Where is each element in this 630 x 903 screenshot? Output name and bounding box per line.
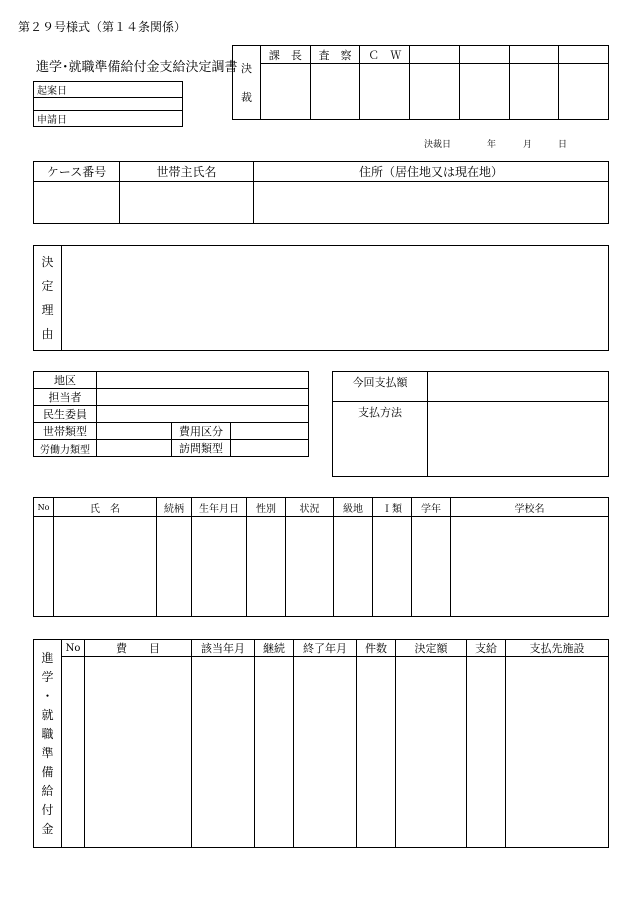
document-title: 進学･就職準備給付金支給決定調書 xyxy=(36,60,238,75)
approval-header-cw: Ｃ Ｗ xyxy=(360,46,410,64)
approval-header-blank xyxy=(509,46,559,64)
grant-header-count: 件数 xyxy=(357,640,396,657)
grant-cell[interactable] xyxy=(62,657,85,848)
approval-label: 決 裁 xyxy=(233,46,261,120)
approval-header-inspector: 査 察 xyxy=(310,46,360,64)
case-number-header: ケース番号 xyxy=(34,162,120,182)
grant-cell[interactable] xyxy=(506,657,609,848)
cost-class-label: 費用区分 xyxy=(172,423,231,440)
grant-header-continuation: 継続 xyxy=(255,640,294,657)
reason-field[interactable] xyxy=(62,246,609,351)
household-head-header: 世帯主氏名 xyxy=(120,162,254,182)
grant-table xyxy=(33,639,609,848)
members-cell[interactable] xyxy=(54,517,157,617)
members-cell[interactable] xyxy=(286,517,334,617)
members-header-sex: 性別 xyxy=(247,498,286,517)
grant-header-applicable-month: 該当年月 xyxy=(192,640,255,657)
members-cell[interactable] xyxy=(34,517,54,617)
district-label: 地区 xyxy=(34,372,97,389)
grant-header-payment: 支給 xyxy=(467,640,506,657)
draft-date-label: 起案日 xyxy=(34,82,183,98)
stamp-cell[interactable] xyxy=(261,64,311,120)
visit-type-label: 訪問類型 xyxy=(172,440,231,457)
members-header-birthdate: 生年月日 xyxy=(192,498,247,517)
approval-header-blank xyxy=(559,46,609,64)
members-header-class1: Ｉ類 xyxy=(373,498,412,517)
payment-method-label: 支払方法 xyxy=(333,402,428,477)
staff-field[interactable] xyxy=(97,389,309,406)
members-cell[interactable] xyxy=(157,517,192,617)
decision-date-month: 月 xyxy=(523,140,533,150)
members-table xyxy=(33,497,609,617)
members-header-school-name: 学校名 xyxy=(451,498,609,517)
info-table xyxy=(33,371,309,457)
decision-date-year: 年 xyxy=(487,140,497,150)
stamp-cell[interactable] xyxy=(509,64,559,120)
household-type-field[interactable] xyxy=(97,423,172,440)
labor-type-label: 労働力類型 xyxy=(34,440,97,457)
payment-amount-field[interactable] xyxy=(428,372,609,402)
grant-cell[interactable] xyxy=(192,657,255,848)
stamp-cell[interactable] xyxy=(360,64,410,120)
grant-header-expense: 費 目 xyxy=(85,640,192,657)
apply-date-label: 申請日 xyxy=(34,111,183,127)
members-header-school-year: 学年 xyxy=(412,498,451,517)
grant-header-end-month: 終了年月 xyxy=(294,640,357,657)
grant-cell[interactable] xyxy=(255,657,294,848)
grant-cell[interactable] xyxy=(396,657,467,848)
reason-label: 決 定 理 由 xyxy=(34,246,62,351)
decision-date-day: 日 xyxy=(558,140,568,150)
district-field[interactable] xyxy=(97,372,309,389)
members-cell[interactable] xyxy=(192,517,247,617)
members-cell[interactable] xyxy=(334,517,373,617)
dates-table xyxy=(33,81,183,127)
household-type-label: 世帯類型 xyxy=(34,423,97,440)
members-header-name: 氏 名 xyxy=(54,498,157,517)
visit-type-field[interactable] xyxy=(231,440,309,457)
members-cell[interactable] xyxy=(373,517,412,617)
household-head-field[interactable] xyxy=(120,182,254,224)
grant-label: 進 学 ・ 就 職 準 備 給 付 金 xyxy=(34,640,62,848)
labor-type-field[interactable] xyxy=(97,440,172,457)
members-header-relation: 続柄 xyxy=(157,498,192,517)
grant-cell[interactable] xyxy=(294,657,357,848)
payment-method-field[interactable] xyxy=(428,402,609,477)
staff-label: 担当者 xyxy=(34,389,97,406)
grant-cell[interactable] xyxy=(467,657,506,848)
payment-table xyxy=(332,371,609,477)
stamp-cell[interactable] xyxy=(559,64,609,120)
approval-header-blank xyxy=(459,46,509,64)
form-number: 第２９号様式（第１４条関係） xyxy=(18,20,187,34)
address-header: 住所（居住地又は現在地） xyxy=(254,162,609,182)
stamp-cell[interactable] xyxy=(410,64,460,120)
grant-header-amount: 決定額 xyxy=(396,640,467,657)
members-header-no: No xyxy=(34,498,54,517)
decision-date-label: 決裁日 xyxy=(424,140,452,150)
cost-class-field[interactable] xyxy=(231,423,309,440)
grant-cell[interactable] xyxy=(357,657,396,848)
case-number-field[interactable] xyxy=(34,182,120,224)
members-cell[interactable] xyxy=(412,517,451,617)
welfare-commissioner-field[interactable] xyxy=(97,406,309,423)
reason-table xyxy=(33,245,609,351)
members-cell[interactable] xyxy=(247,517,286,617)
grant-cell[interactable] xyxy=(85,657,192,848)
approval-table xyxy=(232,45,609,120)
case-table xyxy=(33,161,609,224)
approval-header-blank xyxy=(410,46,460,64)
members-header-status: 状況 xyxy=(286,498,334,517)
members-header-grade-area: 級地 xyxy=(334,498,373,517)
welfare-commissioner-label: 民生委員 xyxy=(34,406,97,423)
grant-header-facility: 支払先施設 xyxy=(506,640,609,657)
members-cell[interactable] xyxy=(451,517,609,617)
payment-amount-label: 今回支払額 xyxy=(333,372,428,402)
address-field[interactable] xyxy=(254,182,609,224)
stamp-cell[interactable] xyxy=(459,64,509,120)
approval-header-chief: 課 長 xyxy=(261,46,311,64)
stamp-cell[interactable] xyxy=(310,64,360,120)
grant-header-no: No xyxy=(62,640,85,657)
draft-date-field[interactable] xyxy=(34,98,183,111)
